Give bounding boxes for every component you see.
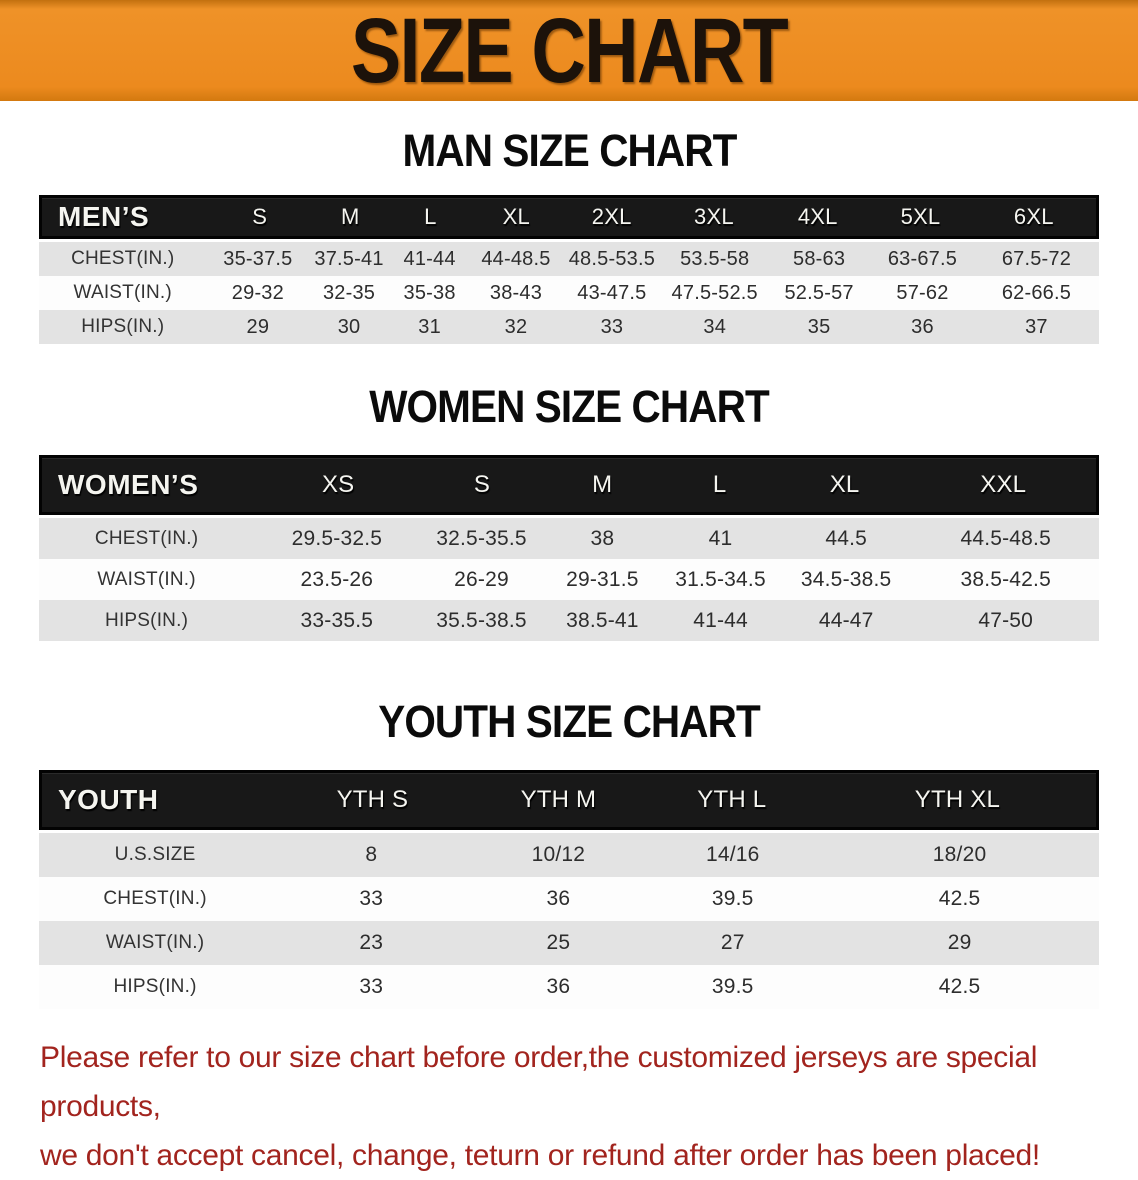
table-row — [39, 833, 1099, 877]
table-row — [39, 965, 1099, 1009]
column-header: YOUTH — [58, 784, 159, 815]
column-header: XXL — [980, 471, 1027, 498]
table-cell: 38 — [590, 526, 615, 550]
table-row — [39, 600, 1099, 641]
women-size-table — [39, 455, 1099, 641]
table-cell: 52.5-57 — [784, 281, 854, 304]
table-cell: 29-32 — [231, 281, 284, 304]
column-header: S — [252, 204, 268, 229]
man-size-table — [39, 195, 1099, 344]
column-header: S — [473, 471, 491, 498]
column-header: XL — [502, 204, 530, 229]
row-label: CHEST(IN.) — [94, 527, 199, 549]
table-cell: 35-38 — [403, 281, 456, 304]
row-label: WAIST(IN.) — [73, 282, 172, 303]
table-cell: 8 — [365, 843, 378, 866]
table-cell: 58-63 — [793, 247, 846, 270]
table-cell: 33 — [600, 315, 624, 338]
table-cell: 18/20 — [932, 843, 987, 866]
table-cell: 43-47.5 — [577, 281, 647, 304]
table-cell: 38-43 — [489, 281, 543, 304]
row-label: HIPS(IN.) — [113, 976, 197, 997]
row-label: WAIST(IN.) — [105, 932, 205, 953]
column-header: WOMEN’S — [58, 469, 199, 500]
column-header: YTH L — [697, 786, 767, 813]
table-header-row — [39, 195, 1099, 239]
column-header: 5XL — [900, 204, 941, 229]
table-cell: 30 — [337, 315, 361, 338]
table-cell: 29-31.5 — [566, 567, 639, 591]
row-label: CHEST(IN.) — [71, 248, 175, 269]
table-cell: 33-35.5 — [300, 608, 374, 632]
column-header: 6XL — [1013, 204, 1054, 229]
table-cell: 47.5-52.5 — [671, 281, 758, 304]
table-cell: 53.5-58 — [680, 247, 750, 270]
column-header: YTH XL — [914, 786, 1000, 813]
table-cell: 37.5-41 — [314, 247, 384, 270]
column-header: 3XL — [694, 204, 734, 229]
table-row — [39, 921, 1099, 965]
women-size-chart-title: WOMEN SIZE CHART — [369, 381, 769, 432]
disclaimer-line-2: we don't accept cancel, change, teturn or refund after order has been placed! — [40, 1139, 1040, 1172]
man-size-chart-title: MAN SIZE CHART — [402, 125, 736, 176]
table-cell: 23.5-26 — [300, 567, 374, 591]
row-label: CHEST(IN.) — [103, 888, 207, 909]
table-cell: 34.5-38.5 — [800, 567, 892, 591]
table-cell: 35 — [807, 315, 831, 338]
table-cell: 23 — [359, 931, 384, 954]
table-cell: 33 — [359, 887, 384, 910]
table-cell: 67.5-72 — [1001, 247, 1072, 270]
column-header: L — [712, 471, 727, 498]
table-cell: 41 — [708, 526, 733, 550]
table-cell: 44-48.5 — [481, 247, 551, 270]
column-header: M — [592, 471, 613, 498]
table-cell: 63-67.5 — [887, 247, 958, 270]
table-cell: 44.5-48.5 — [960, 526, 1051, 550]
table-cell: 25 — [546, 931, 571, 954]
table-row — [39, 310, 1099, 344]
table-header-row — [39, 455, 1099, 515]
youth-size-table — [39, 770, 1099, 1009]
table-cell: 31.5-34.5 — [675, 567, 766, 591]
table-row — [39, 276, 1099, 310]
row-label: HIPS(IN.) — [105, 609, 189, 631]
table-cell: 44.5 — [825, 526, 868, 550]
table-cell: 48.5-53.5 — [568, 247, 656, 270]
table-cell: 10/12 — [531, 843, 586, 866]
row-label: WAIST(IN.) — [97, 568, 196, 590]
table-row — [39, 877, 1099, 921]
order-disclaimer — [40, 1033, 1096, 1180]
table-cell: 32 — [504, 315, 528, 338]
table-cell: 41-44 — [693, 608, 748, 632]
column-header: MEN’S — [58, 201, 150, 232]
table-cell: 26-29 — [454, 567, 509, 591]
table-cell: 32-35 — [322, 281, 376, 304]
column-header: XS — [321, 471, 355, 498]
table-cell: 47-50 — [978, 608, 1034, 632]
table-cell: 36 — [911, 315, 934, 338]
column-header: YTH M — [520, 786, 597, 813]
table-header-row — [39, 770, 1099, 830]
column-header: 2XL — [591, 204, 632, 229]
table-cell: 44-47 — [818, 608, 874, 632]
table-cell: 38.5-42.5 — [960, 567, 1051, 591]
table-cell: 39.5 — [711, 887, 754, 910]
table-cell: 27 — [720, 931, 745, 954]
column-header: 4XL — [797, 204, 838, 229]
table-cell: 42.5 — [938, 975, 981, 998]
youth-size-chart-title: YOUTH SIZE CHART — [378, 696, 760, 747]
table-cell: 31 — [418, 315, 441, 338]
table-cell: 14/16 — [705, 843, 760, 866]
table-cell: 38.5-41 — [566, 608, 639, 632]
table-row — [39, 518, 1099, 559]
table-row — [39, 559, 1099, 600]
table-cell: 37 — [1025, 315, 1048, 338]
table-cell: 29.5-32.5 — [291, 526, 383, 550]
table-cell: 29 — [947, 931, 972, 954]
banner — [0, 0, 1138, 101]
table-row — [39, 242, 1099, 276]
table-cell: 33 — [359, 975, 384, 998]
table-cell: 34 — [703, 315, 727, 338]
banner-title: SIZE CHART — [350, 0, 788, 102]
table-cell: 35-37.5 — [223, 247, 293, 270]
row-label: HIPS(IN.) — [81, 316, 165, 337]
table-cell: 57-62 — [896, 281, 949, 304]
table-cell: 32.5-35.5 — [436, 526, 527, 550]
column-header: L — [424, 204, 437, 229]
disclaimer-line-1: Please refer to our size chart before order,the customized jerseys are special products, — [40, 1041, 1038, 1123]
row-label: U.S.SIZE — [114, 844, 196, 865]
column-header: M — [341, 204, 360, 229]
table-cell: 41-44 — [403, 247, 456, 270]
table-cell: 42.5 — [938, 887, 981, 910]
table-cell: 29 — [246, 315, 270, 338]
table-cell: 39.5 — [711, 975, 754, 998]
column-header: XL — [829, 471, 860, 498]
table-cell: 62-66.5 — [1001, 281, 1072, 304]
table-cell: 36 — [546, 887, 571, 910]
column-header: YTH S — [336, 786, 409, 813]
table-cell: 36 — [546, 975, 571, 998]
table-cell: 35.5-38.5 — [436, 608, 527, 632]
